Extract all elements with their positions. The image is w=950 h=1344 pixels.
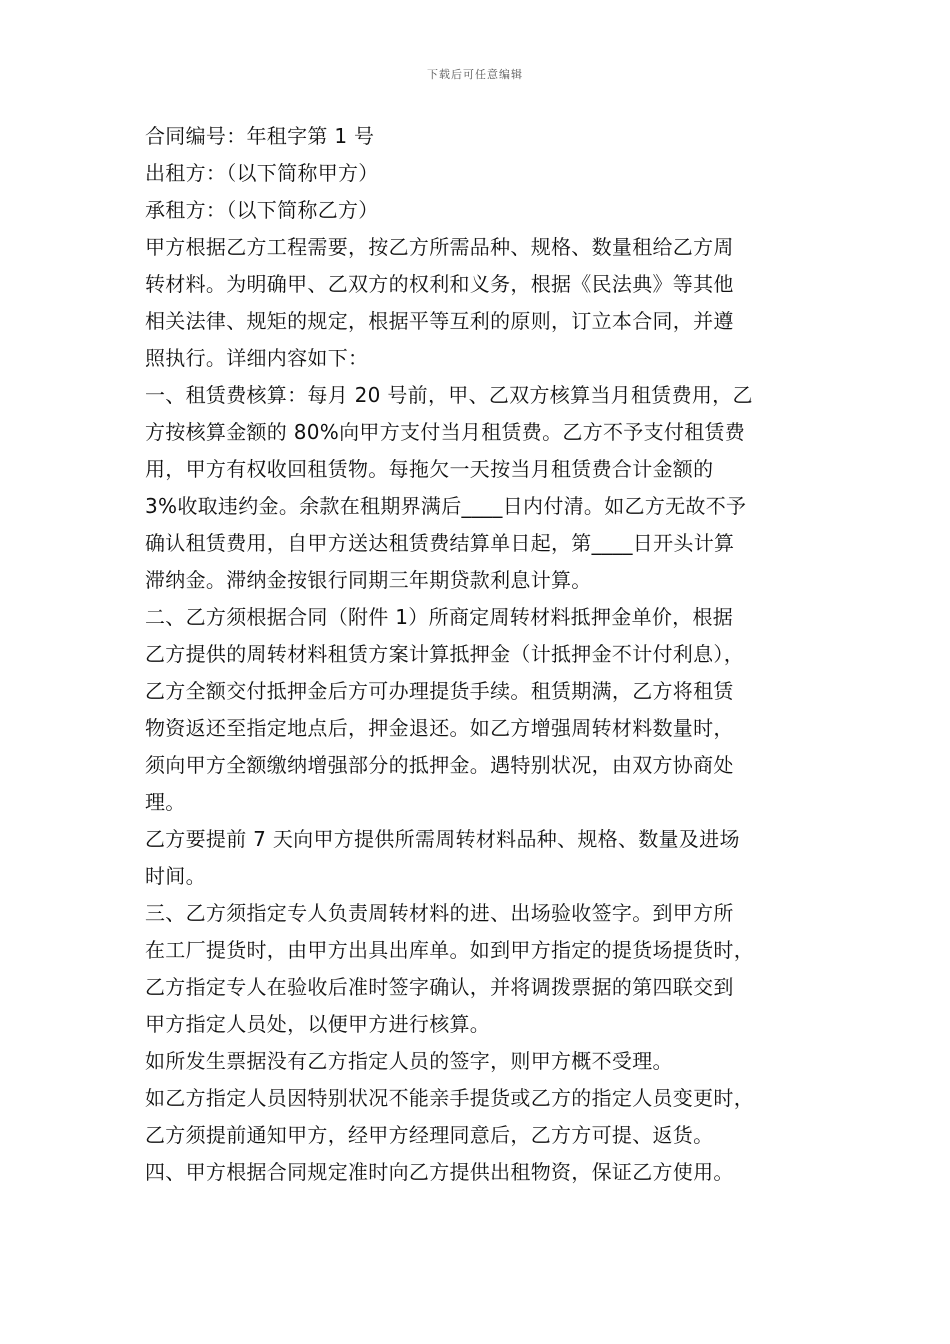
lessee-line: 承租方：（以下简称乙方）: [145, 198, 379, 222]
text-line: 乙方提供的周转材料租赁方案计算抵押金（计抵押金不计付利息），: [145, 642, 744, 666]
text-line: 用，甲方有权收回租赁物。每拖欠一天按当月租赁费合计金额的: [145, 457, 714, 481]
clause-1-line: 一、租赁费核算：每月 20 号前，甲、乙双方核算当月租赁费用，乙: [145, 383, 753, 407]
text-line: 乙方须提前通知甲方，经甲方经理同意后，乙方方可提、返货。: [145, 1123, 714, 1147]
text-line: 3%收取违约金。余款在租期界满后____日内付清。如乙方无故不予: [145, 494, 747, 518]
text-line: 转材料。为明确甲、乙双方的权利和义务，根据《民法典》等其他: [145, 272, 734, 296]
contract-number-line: 合同编号：年租字第 1 号: [145, 124, 375, 148]
lessor-line: 出租方：（以下简称甲方）: [145, 161, 379, 185]
text-line: 乙方全额交付抵押金后方可办理提货手续。租赁期满，乙方将租赁: [145, 679, 734, 703]
clause-3-line: 三、乙方须指定专人负责周转材料的进、出场验收签字。到甲方所: [145, 901, 734, 925]
document-body: [145, 118, 815, 1191]
clause-2-line: 二、乙方须根据合同（附件 1）所商定周转材料抵押金单价，根据: [145, 605, 734, 629]
text-line: 相关法律、规矩的规定，根据平等互利的原则，订立本合同，并遵: [145, 309, 734, 333]
text-line: 照执行。详细内容如下：: [145, 346, 369, 370]
text-line: 乙方指定专人在验收后准时签字确认，并将调拨票据的第四联交到: [145, 975, 734, 999]
text-line: 如所发生票据没有乙方指定人员的签字，则甲方概不受理。: [145, 1049, 673, 1073]
text-line: 滞纳金。滞纳金按银行同期三年期贷款利息计算。: [145, 568, 592, 592]
text-line: 时间。: [145, 864, 206, 888]
text-line: 乙方要提前 7 天向甲方提供所需周转材料品种、规格、数量及进场: [145, 827, 740, 851]
text-line: 须向甲方全额缴纳增强部分的抵押金。遇特别状况，由双方协商处: [145, 753, 734, 777]
text-line: 方按核算金额的 80%向甲方支付当月租赁费。乙方不予支付租赁费: [145, 420, 746, 444]
text-line: 在工厂提货时，由甲方出具出库单。如到甲方指定的提货场提货时，: [145, 938, 754, 962]
text-line: 理。: [145, 790, 186, 814]
text-line: 确认租赁费用，自甲方送达租赁费结算单日起，第____日开头计算: [145, 531, 735, 555]
text-line: 甲方根据乙方工程需要，按乙方所需品种、规格、数量租给乙方周: [145, 235, 734, 259]
clause-4-line: 四、甲方根据合同规定准时向乙方提供出租物资，保证乙方使用。: [145, 1160, 734, 1184]
text-line: 如乙方指定人员因特别状况不能亲手提货或乙方的指定人员变更时，: [145, 1086, 754, 1110]
header-note: 下载后可任意编辑: [427, 68, 523, 81]
text-line: 甲方指定人员处，以便甲方进行核算。: [145, 1012, 491, 1036]
text-line: 物资返还至指定地点后，押金退还。如乙方增强周转材料数量时，: [145, 716, 734, 740]
